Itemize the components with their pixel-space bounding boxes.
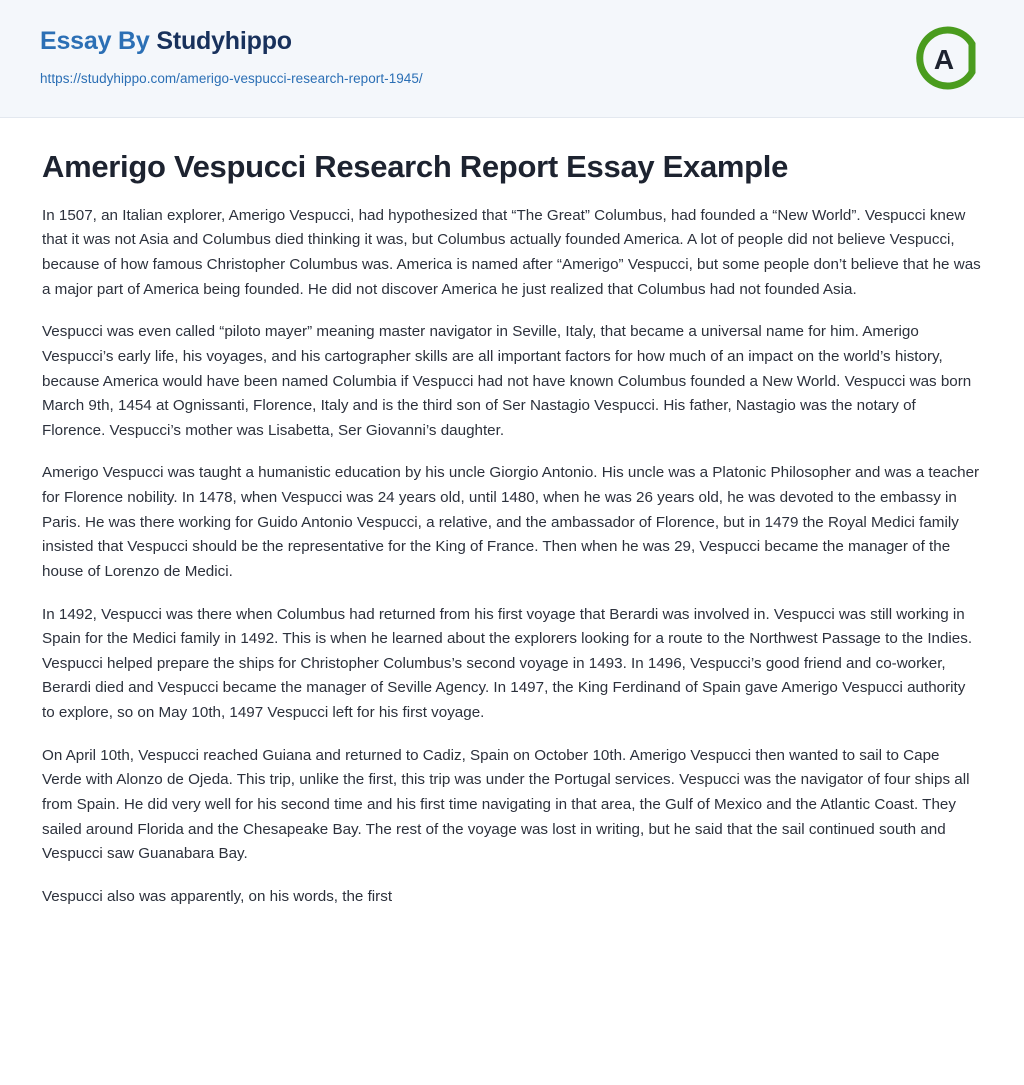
source-url-link[interactable]: https://studyhippo.com/amerigo-vespucci-research-report-1945/ — [40, 70, 423, 86]
brand-essay-text: Essay — [40, 27, 112, 55]
site-header — [0, 0, 1024, 118]
studyhippo-logo-icon — [910, 22, 982, 94]
site-brand — [40, 28, 984, 56]
article-body — [0, 118, 1024, 949]
svg-text:A: A — [933, 44, 955, 75]
page-title: Amerigo Vespucci Research Report Essay Example — [42, 149, 789, 184]
article-paragraph: In 1507, an Italian explorer, Amerigo Vespucci, had hypothesized that “The Great” Columbus, had founded a “New World”. Vespucci knew that it was not Asia and Columbus died thinking it was, but Columbus actually founded America. A lot of people did not believe Vespucci, because of how famous Christopher Columbus was. America is named after “Amerigo” Vespucci, but some people don’t believe that he was a major part of America being founded. He did not discover America he just realized that Columbus had not founded Asia. — [42, 206, 981, 298]
brand-name-text: Studyhippo — [156, 27, 292, 55]
article-paragraph: Vespucci was even called “piloto mayer” meaning master navigator in Seville, Italy, that became a universal name for him. Amerigo Vespucci’s early life, his voyages, and his cartographer skills are all important factors for how much of an impact on the world’s history, because America would have been named Columbia if Vespucci had not have known Columbus founded a New World. Vespucci was born March 9th, 1454 at Ognissanti, Florence, Italy and is the third son of Ser Nastagio Vespucci. His father, Nastagio was the notary of Florence. Vespucci’s mother was Lisabetta, Ser Giovanni’s daughter. — [42, 323, 972, 439]
article-paragraph: Vespucci also was apparently, on his words, the first — [42, 887, 393, 905]
article-paragraph: Amerigo Vespucci was taught a humanistic education by his uncle Giorgio Antonio. His uncle was a Platonic Philosopher and was a teacher for Florence nobility. In 1478, when Vespucci was 24 years old, until 1480, when he was 26 years old, he was devoted to the embassy in Paris. He was there working for Guido Antonio Vespucci, a relative, and the ambassador of Florence, but in 1479 the Royal Medici family insisted that Vespucci should be the representative for the King of France. Then when he was 29, Vespucci became the manager of the house of Lorenzo de Medici. — [42, 464, 980, 580]
article-paragraph: In 1492, Vespucci was there when Columbus had returned from his first voyage that Berardi was involved in. Vespucci was still working in Spain for the Medici family in 1492. This is when he learned about the explorers looking for a route to the Northwest Passage to the Indies. Vespucci helped prepare the ships for Christopher Columbus’s second voyage in 1493. In 1496, Vespucci’s good friend and co-worker, Berardi died and Vespucci became the manager of Seville Agency. In 1497, the King Ferdinand of Spain gave Amerigo Vespucci authority to explore, so on May 10th, 1497 Vespucci left for his first voyage. — [42, 605, 973, 722]
brand-by-text: By — [118, 27, 150, 55]
article-paragraph: On April 10th, Vespucci reached Guiana and returned to Cadiz, Spain on October 10th. Amerigo Vespucci then wanted to sail to Cape Verde with Alonzo de Ojeda. This trip, unlike the first, this trip was under the Portugal services. Vespucci was the navigator of four ships all from Spain. He did very well for his second time and his first time navigating in that area, the Gulf of Mexico and the Atlantic Coast. They sailed around Florida and the Chesapeake Bay. The rest of the voyage was lost in writing, but he said that the sail continued south and Vespucci saw Guanabara Bay. — [42, 746, 970, 863]
